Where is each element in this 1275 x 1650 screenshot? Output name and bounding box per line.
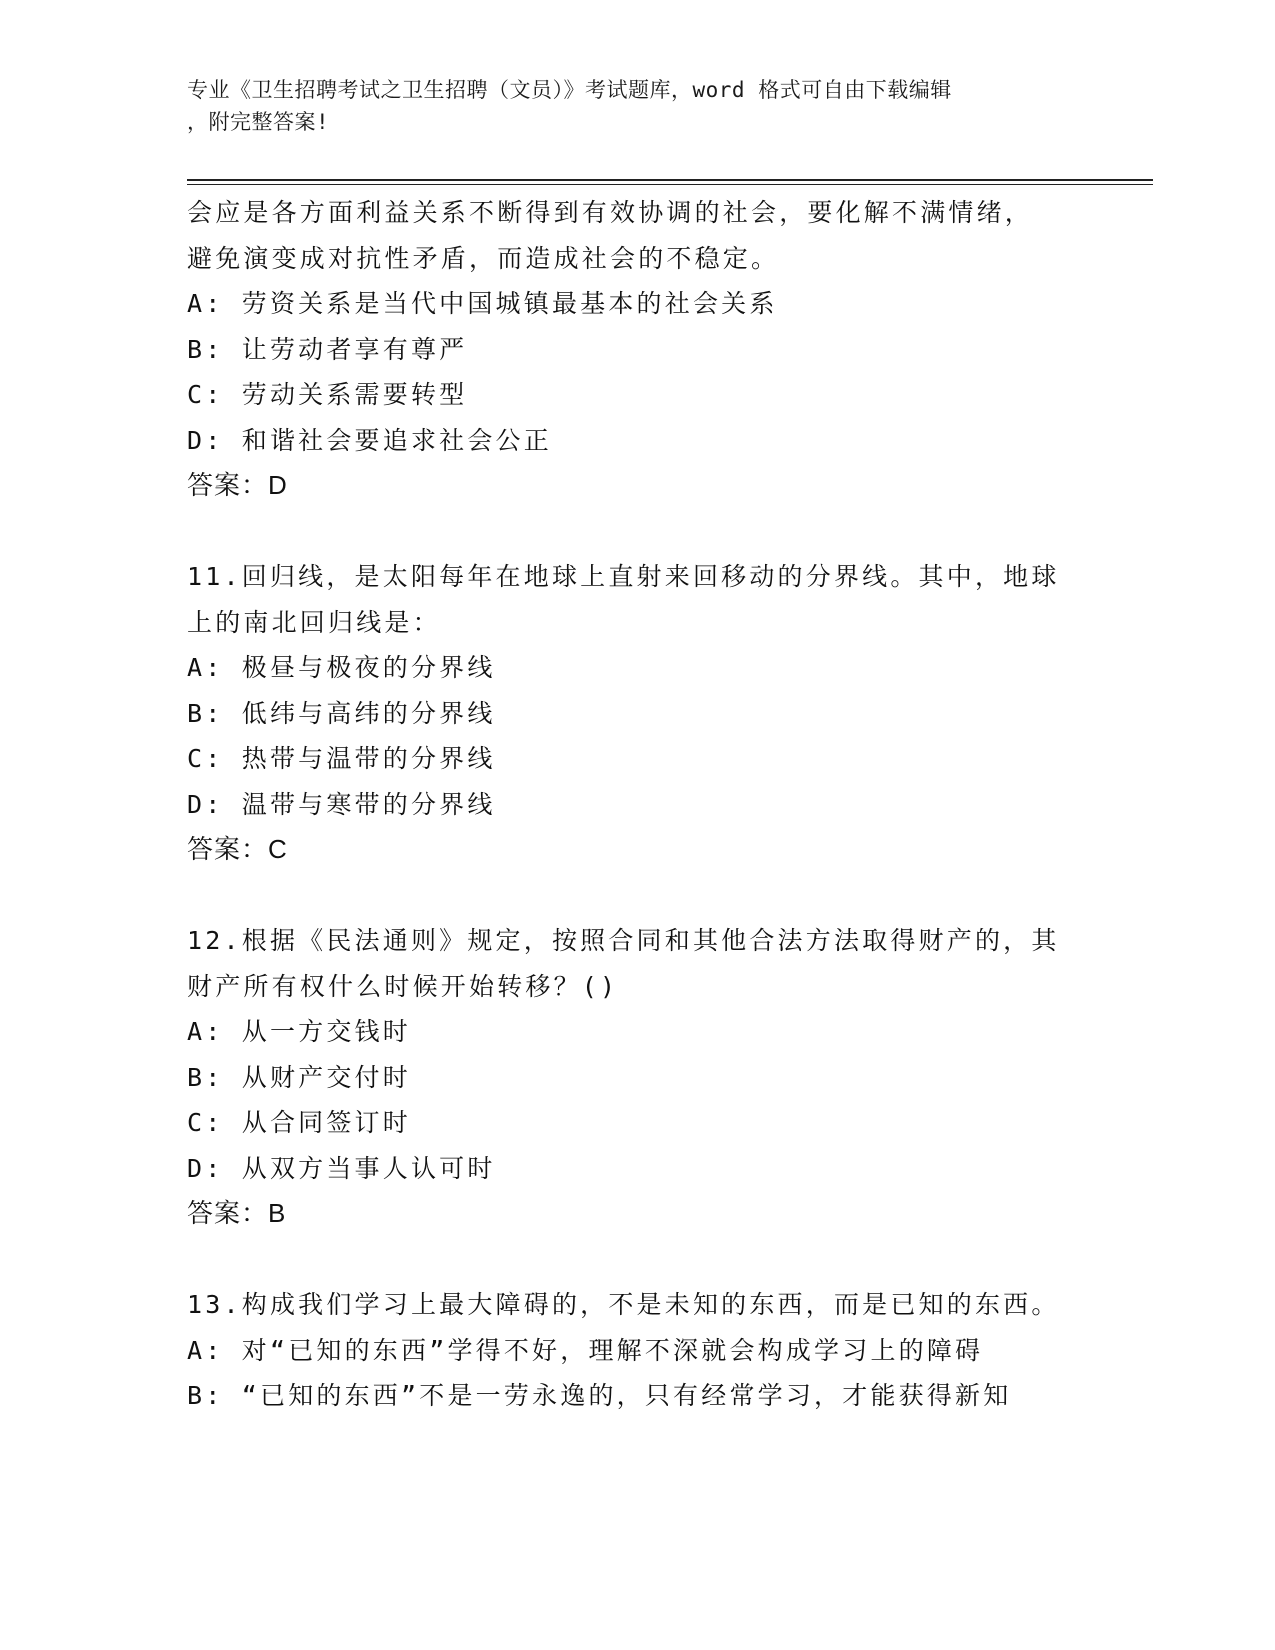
option-c: C: 热带与温带的分界线: [187, 744, 496, 773]
question-block-13: [187, 1282, 1087, 1419]
option-a: A: 从一方交钱时: [187, 1017, 411, 1046]
question-block-11: [187, 554, 1087, 873]
header-divider-thick: [187, 179, 1153, 181]
question-text-line: 财产所有权什么时候开始转移？(): [187, 971, 619, 1001]
option-b: B: 低纬与高纬的分界线: [187, 698, 496, 728]
spacer: [187, 873, 1087, 919]
option-b: B: “已知的东西”不是一劳永逸的，只有经常学习，才能获得新知: [187, 1381, 1012, 1410]
question-list: [187, 190, 1087, 1419]
option-d: D: 温带与寒带的分界线: [187, 789, 496, 819]
option-d: D: 和谐社会要追求社会公正: [187, 425, 552, 455]
option-b: B: 从财产交付时: [187, 1062, 411, 1092]
option-d: D: 从双方当事人认可时: [187, 1153, 496, 1183]
option-a: A: 对“已知的东西”学得不好，理解不深就会构成学习上的障碍: [187, 1335, 984, 1365]
question-text-line: 会应是各方面利益关系不断得到有效协调的社会，要化解不满情绪，: [187, 198, 1034, 227]
option-b: B: 让劳动者享有尊严: [187, 334, 468, 364]
question-text-line: 13.构成我们学习上最大障碍的，不是未知的东西，而是已知的东西。: [187, 1290, 1060, 1319]
question-text-line: 11.回归线，是太阳每年在地球上直射来回移动的分界线。其中，地球: [187, 562, 1060, 591]
header-line-1: 专业《卫生招聘考试之卫生招聘（文员）》考试题库，word 格式可自由下载编辑: [187, 78, 952, 102]
question-text-line: 避免演变成对抗性矛盾，而造成社会的不稳定。: [187, 243, 780, 273]
header-line-2: ，附完整答案!: [187, 110, 330, 134]
option-a: A: 劳资关系是当代中国城镇最基本的社会关系: [187, 289, 778, 318]
spacer: [187, 1237, 1087, 1283]
answer-line: 答案：C: [187, 834, 288, 864]
option-c: C: 劳动关系需要转型: [187, 380, 468, 409]
spacer: [187, 509, 1087, 555]
answer-line: 答案：D: [187, 470, 288, 500]
answer-line: 答案：B: [187, 1198, 287, 1228]
question-block-10: [187, 190, 1087, 509]
header-divider-thin: [187, 184, 1153, 185]
option-a: A: 极昼与极夜的分界线: [187, 653, 496, 682]
question-text-line: 12.根据《民法通则》规定，按照合同和其他合法方法取得财产的，其: [187, 926, 1060, 955]
document-header: [187, 74, 1067, 138]
question-text-line: 上的南北回归线是：: [187, 607, 441, 637]
question-block-12: [187, 918, 1087, 1237]
option-c: C: 从合同签订时: [187, 1108, 411, 1137]
